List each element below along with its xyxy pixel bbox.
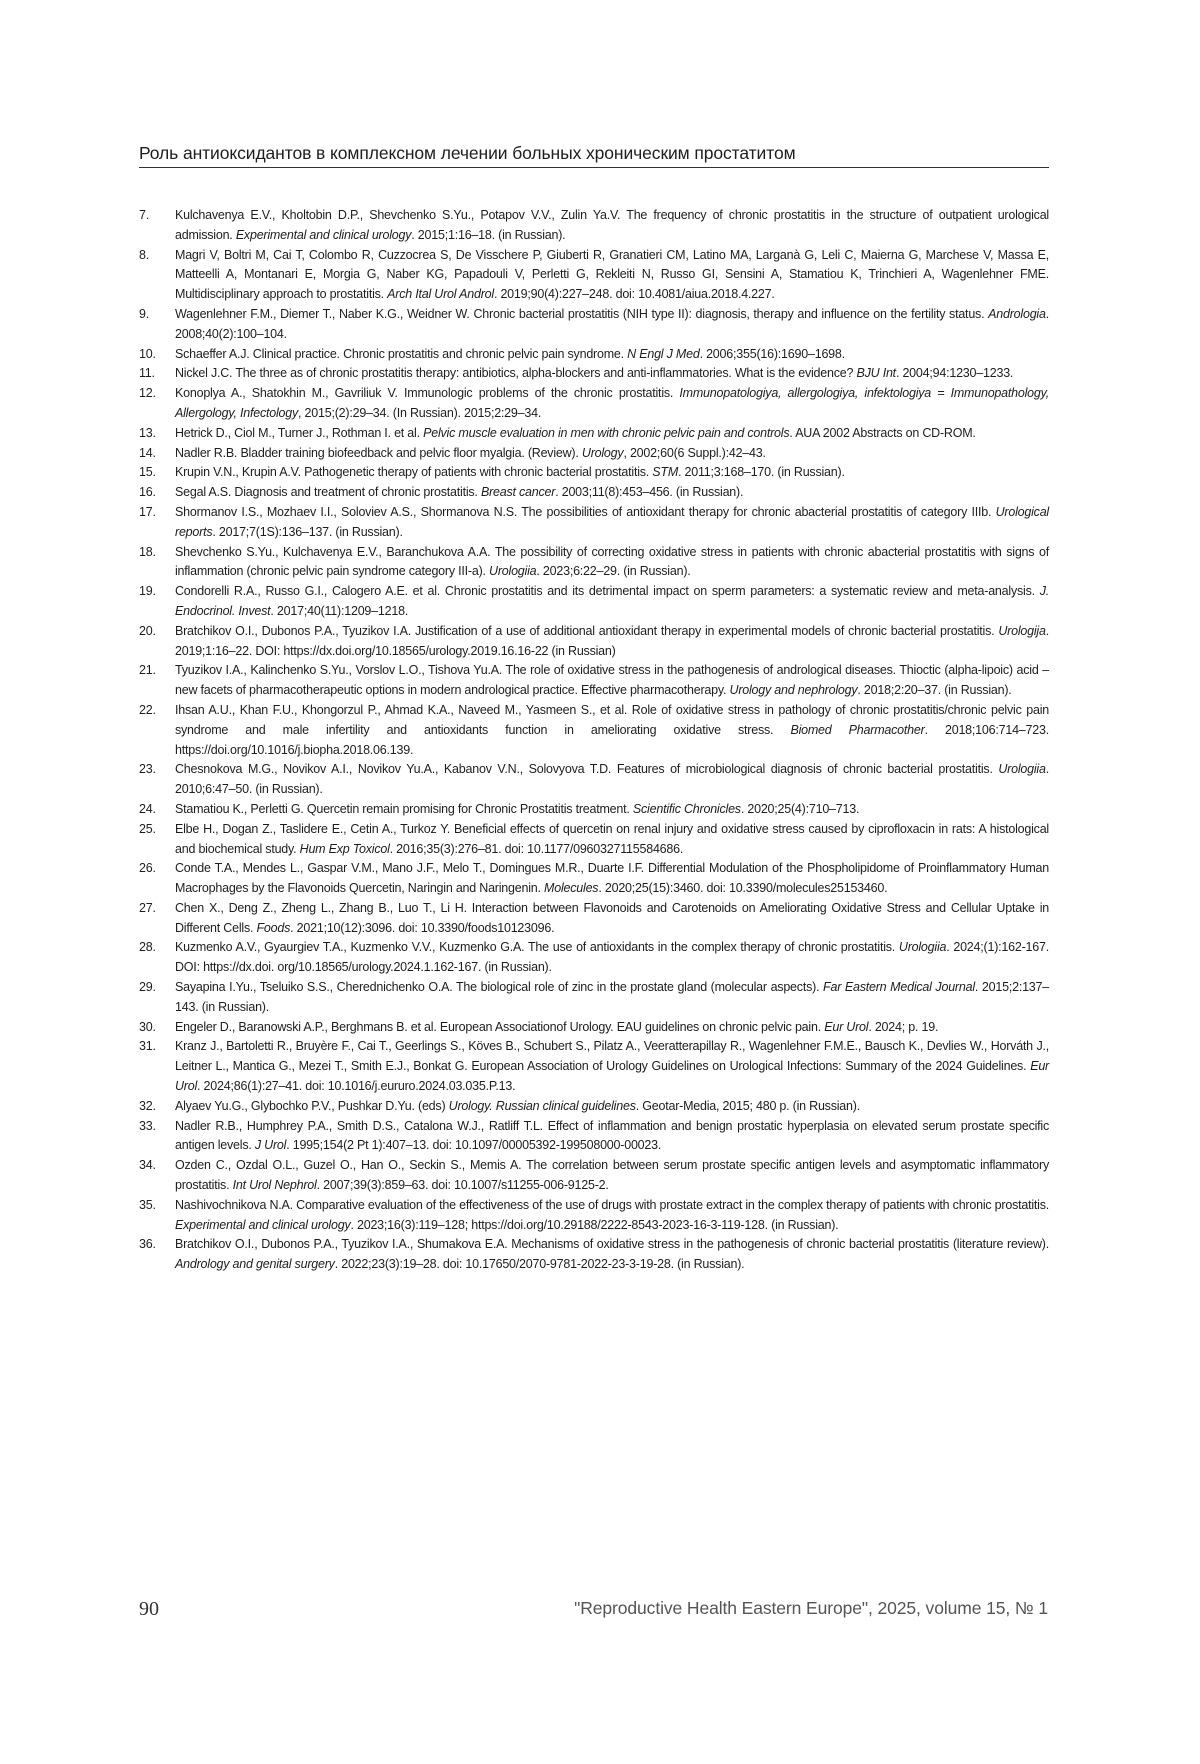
reference-source-title: Breast cancer: [480, 485, 556, 500]
reference-segment: . 2018;2:20–37. (in Russian).: [857, 683, 1012, 698]
reference-source-title: Eur Urol: [824, 1019, 869, 1034]
reference-item: [139, 1037, 1049, 1096]
reference-segment: Nadler R.B., Humphrey P.A., Smith D.S., Catalona W.J., Ratliff T.L. Effect of inflammation and benign prostatic hyperplasia on elevated serum prostate specific antigen levels.: [175, 1118, 1049, 1153]
reference-item: [139, 305, 1049, 345]
reference-text: [175, 1117, 1049, 1157]
reference-item: [139, 246, 1049, 305]
reference-source-title: J Urol: [254, 1138, 287, 1153]
reference-source-title: BJU Int: [856, 366, 896, 381]
reference-text: [175, 820, 1049, 860]
reference-text: [175, 206, 1049, 246]
reference-source-title: Eur Urol: [175, 1059, 1049, 1094]
reference-number: 31.: [139, 1039, 156, 1054]
reference-segment: Bratchikov O.I., Dubonos P.A., Tyuzikov I.A. Justification of a use of additional antioxidant therapy in experimental models of chronic bacterial prostatitis.: [175, 623, 999, 638]
reference-item: [139, 483, 1049, 503]
reference-number: 30.: [139, 1019, 156, 1034]
reference-number: 26.: [139, 861, 156, 876]
reference-number: 18.: [139, 544, 156, 559]
reference-source-title: Urologija: [998, 623, 1046, 638]
reference-source-title: Experimental and clinical urology: [175, 1217, 351, 1232]
reference-item: [139, 345, 1049, 365]
reference-number: 28.: [139, 940, 156, 955]
reference-segment: Wagenlehner F.M., Diemer T., Naber K.G., Weidner W. Chronic bacterial prostatitis (NIH type II): diagnosis, therapy and influence on the fertility status.: [175, 306, 989, 321]
reference-segment: Chesnokova M.G., Novikov A.I., Novikov Yu.A., Kabanov V.N., Solovyova T.D. Features of microbiological diagnosis of chronic bacterial prostatitis.: [175, 762, 999, 777]
reference-number: 15.: [139, 465, 156, 480]
reference-item: [139, 1196, 1049, 1236]
reference-source-title: Andrology and genital surgery: [175, 1257, 335, 1272]
reference-number: 13.: [139, 425, 156, 440]
reference-text: [175, 800, 1049, 820]
journal-footer: "Reproductive Health Eastern Europe", 2025, volume 15, № 1: [574, 1598, 1048, 1618]
reference-item: [139, 206, 1049, 246]
reference-item: [139, 661, 1049, 701]
reference-number: 21.: [139, 663, 156, 678]
reference-text: [175, 701, 1049, 760]
reference-item: [139, 820, 1049, 860]
reference-segment: Stamatiou K., Perletti G. Quercetin remain promising for Chronic Prostatitis treatment.: [175, 801, 633, 816]
reference-text: [175, 938, 1049, 978]
reference-segment: Shormanov I.S., Mozhaev I.I., Soloviev A.S., Shormanova N.S. The possibilities of antioxidant therapy for chronic abacterial prostatitis of category IIIb.: [175, 504, 996, 519]
reference-segment: Nashivochnikova N.A. Comparative evaluation of the effectiveness of the use of drugs with prostate extract in the complex therapy of patients with chronic prostatitis.: [175, 1197, 1049, 1212]
reference-segment: Condorelli R.A., Russo G.I., Calogero A.E. et al. Chronic prostatitis and its detrimental impact on sperm parameters: a systematic review and meta-analysis.: [175, 584, 1040, 599]
reference-text: [175, 859, 1049, 899]
reference-source-title: Urologiia: [998, 762, 1046, 777]
reference-number: 19.: [139, 584, 156, 599]
reference-source-title: Experimental and clinical urology: [235, 227, 412, 242]
reference-text: [175, 246, 1049, 305]
reference-segment: , 2002;60(6 Suppl.):42–43.: [623, 445, 766, 460]
reference-number: 34.: [139, 1158, 156, 1173]
reference-source-title: Immunopatologiya, allergologiya, infektologiya = Immunopathology, Allergology, Infectology: [175, 386, 1049, 420]
reference-segment: Elbe H., Dogan Z., Taslidere E., Cetin A., Turkoz Y. Beneficial effects of quercetin on renal injury and oxidative stress caused by ciprofloxacin in rats: A histological and biochemical study.: [175, 821, 1049, 856]
reference-segment: . 2010;6:47–50. (in Russian).: [175, 762, 1049, 797]
reference-source-title: Scientific Chronicles: [632, 801, 741, 816]
reference-text: [175, 582, 1049, 622]
reference-text: [175, 1097, 1049, 1117]
reference-item: [139, 760, 1049, 800]
reference-text: [175, 899, 1049, 939]
reference-segment: . 2015;2:137–143. (in Russian).: [175, 980, 1049, 1014]
reference-text: [175, 384, 1049, 424]
reference-segment: , 2015;(2):29–34. (In Russian). 2015;2:29–34.: [298, 405, 542, 420]
reference-item: [139, 582, 1049, 622]
reference-number: 27.: [139, 900, 156, 915]
reference-segment: . 2004;94:1230–1233.: [895, 366, 1014, 381]
reference-number: 11.: [139, 366, 155, 381]
reference-segment: Kuzmenko A.V., Gyaurgiev T.A., Kuzmenko V.V., Kuzmenko G.A. The use of antioxidants in the complex therapy of chronic prostatitis.: [175, 940, 899, 955]
reference-segment: Nickel J.C. The three as of chronic prostatitis therapy: antibiotics, alpha-blockers and anti-inflammatories. What is the evidence?: [175, 366, 857, 381]
reference-item: [139, 622, 1049, 662]
reference-number: 32.: [139, 1098, 156, 1113]
reference-number: 7.: [139, 208, 149, 222]
reference-segment: Shevchenko S.Yu., Kulchavenya E.V., Baranchukova A.A. The possibility of correcting oxidative stress in patients with chronic abacterial prostatitis with signs of inflammation (chronic pelvic pain syndrome category III-a).: [175, 544, 1049, 579]
reference-item: [139, 1117, 1049, 1157]
reference-segment: . 2019;90(4):227–248. doi: 10.4081/aiua.2018.4.227.: [493, 287, 775, 302]
reference-segment: Tyuzikov I.A., Kalinchenko S.Yu., Vorslov L.O., Tishova Yu.A. The role of oxidative stress in the pathogenesis of andrological diseases. Thioctic (alpha-lipoic) acid – new facets of pharmacotherapeutic options in modern andrological practice. Effective pharmacotherapy.: [175, 663, 1049, 698]
reference-item: [139, 424, 1049, 444]
reference-item: [139, 1097, 1049, 1117]
reference-item: [139, 503, 1049, 543]
reference-segment: . 2015;1:16–18. (in Russian).: [411, 227, 566, 242]
reference-text: [175, 483, 1049, 503]
reference-text: [175, 1018, 1049, 1038]
reference-text: [175, 1196, 1049, 1236]
reference-number: 10.: [139, 346, 156, 361]
reference-segment: Schaeffer A.J. Clinical practice. Chronic prostatitis and chronic pelvic pain syndrome.: [175, 346, 628, 361]
reference-segment: . 2021;10(12):3096. doi: 10.3390/foods10123096.: [290, 920, 555, 935]
running-header: Роль антиоксидантов в комплексном лечении больных хроническим простатитом: [139, 143, 1049, 168]
reference-text: [175, 760, 1049, 800]
reference-segment: . 2017;40(11):1209–1218.: [270, 603, 409, 618]
reference-segment: . AUA 2002 Abstracts on CD-ROM.: [789, 425, 976, 440]
reference-number: 17.: [139, 504, 156, 519]
reference-source-title: Foods: [256, 920, 291, 935]
reference-item: [139, 938, 1049, 978]
reference-item: [139, 1018, 1049, 1038]
reference-source-title: Molecules: [544, 881, 599, 896]
reference-item: [139, 859, 1049, 899]
reference-segment: . Geotar-Media, 2015; 480 p. (in Russian).: [635, 1098, 860, 1113]
reference-segment: . 2018;106:714–723. https://doi.org/10.1016/j.biopha.2018.06.139.: [175, 722, 1049, 757]
reference-text: [175, 424, 1049, 444]
reference-source-title: N Engl J Med: [627, 346, 700, 361]
reference-source-title: Urology and nephrology: [729, 683, 858, 698]
reference-segment: . 2007;39(3):859–63. doi: 10.1007/s11255-006-9125-2.: [316, 1178, 609, 1193]
reference-number: 9.: [139, 306, 149, 321]
reference-number: 29.: [139, 980, 156, 995]
reference-source-title: Urological reports: [175, 504, 1049, 539]
reference-item: [139, 978, 1049, 1018]
reference-segment: Kulchavenya E.V., Kholtobin D.P., Shevchenko S.Yu., Potapov V.V., Zulin Ya.V. The frequency of chronic prostatitis in the structure of outpatient urological admission.: [175, 208, 1049, 242]
reference-number: 33.: [139, 1118, 156, 1133]
reference-text: [175, 503, 1049, 543]
reference-text: [175, 543, 1049, 583]
reference-source-title: Hum Exp Toxicol: [299, 841, 390, 856]
reference-text: [175, 305, 1049, 345]
reference-segment: . 2017;7(1S):136–137. (in Russian).: [212, 524, 403, 539]
reference-item: [139, 800, 1049, 820]
reference-segment: Kranz J., Bartoletti R., Bruyère F., Cai T., Geerlings S., Köves B., Schubert S., Pilatz A., Veeratterapillay R., Wagenlehner F.M.E., Bausch K., Devlies W., Horváth J., Leitner L., Mantica G., Mezei T., Smith E.J., Bonkat G. European Association of Urology Guidelines on Urological Infections: Summary of the 2024 Guidelines.: [175, 1039, 1049, 1074]
reference-number: 8.: [139, 247, 149, 262]
reference-segment: . 2024;(1):162-167. DOI: https://dx.doi. org/10.18565/urology.2024.1.162-167. (in Russian).: [175, 940, 1049, 975]
reference-text: [175, 1037, 1049, 1096]
reference-source-title: Int Urol Nephrol: [232, 1178, 317, 1193]
reference-segment: . 2020;25(15):3460. doi: 10.3390/molecules25153460.: [598, 881, 888, 896]
reference-item: [139, 1235, 1049, 1275]
reference-item: [139, 384, 1049, 424]
reference-item: [139, 701, 1049, 760]
reference-text: [175, 444, 1049, 464]
reference-segment: . 2024;86(1):27–41. doi: 10.1016/j.eururo.2024.03.035.P.13.: [197, 1079, 516, 1094]
reference-segment: . 2016;35(3):276–81. doi: 10.1177/0960327115584686.: [389, 841, 684, 856]
reference-segment: Nadler R.B. Bladder training biofeedback and pelvic floor myalgia. (Review).: [175, 445, 582, 460]
reference-source-title: Urology. Russian clinical guidelines: [448, 1098, 636, 1113]
page-number: 90: [139, 1598, 159, 1620]
reference-source-title: Biomed Pharmacother: [790, 722, 925, 737]
reference-segment: Ozden C., Ozdal O.L., Guzel O., Han O., Seckin S., Memis A. The correlation between serum prostate specific antigen levels and asymptomatic inflammatory prostatitis.: [175, 1158, 1049, 1193]
reference-segment: Magri V, Boltri M, Cai T, Colombo R, Cuzzocrea S, De Visschere P, Giuberti R, Granatieri CM, Latino MA, Larganà G, Leli C, Maierna G, Marchese V, Massa E, Matteelli A, Montanari E, Morgia G, Naber KG, Papadouli V, Perletti G, Rekleiti N, Russo GI, Sensini A, Stamatiou K, Trinchieri A, Wagenlehner FME. Multidisciplinary approach to prostatitis.: [175, 247, 1049, 302]
reference-number: 36.: [139, 1237, 156, 1252]
reference-text: [175, 622, 1049, 662]
reference-text: [175, 1156, 1049, 1196]
reference-segment: . 2019;1:16–22. DOI: https://dx.doi.org/10.18565/urology.2019.16.16-22 (in Russian): [175, 623, 1049, 658]
reference-number: 25.: [139, 821, 156, 836]
reference-segment: . 2003;11(8):453–456. (in Russian).: [555, 485, 744, 500]
reference-segment: Bratchikov O.I., Dubonos P.A., Tyuzikov I.A., Shumakova E.A. Mechanisms of oxidative stress in the pathogenesis of chronic bacterial prostatitis (literature review).: [175, 1237, 1049, 1252]
reference-segment: Chen X., Deng Z., Zheng L., Zhang B., Luo T., Li H. Interaction between Flavonoids and Carotenoids on Ameliorating Oxidative Stress and Cellular Uptake in Different Cells.: [175, 900, 1049, 935]
reference-segment: . 2022;23(3):19–28. doi: 10.17650/2070-9781-2022-23-3-19-28. (in Russian).: [334, 1257, 745, 1272]
reference-item: [139, 463, 1049, 483]
reference-number: 22.: [139, 702, 156, 717]
reference-segment: Krupin V.N., Krupin A.V. Pathogenetic therapy of patients with chronic bacterial prostatitis.: [175, 465, 653, 480]
reference-source-title: Andrologia: [988, 306, 1046, 321]
reference-source-title: STM: [652, 465, 679, 480]
reference-source-title: J. Endocrinol. Invest: [175, 584, 1049, 618]
reference-number: 35.: [139, 1197, 156, 1212]
reference-number: 24.: [139, 801, 156, 816]
reference-segment: . 2008;40(2):100–104.: [175, 306, 1049, 341]
reference-segment: Alyaev Yu.G., Glybochko P.V., Pushkar D.Yu. (eds): [175, 1098, 449, 1113]
reference-list: [139, 206, 1049, 1275]
reference-source-title: Urologiia: [489, 564, 537, 579]
reference-segment: Ihsan A.U., Khan F.U., Khongorzul P., Ahmad K.A., Naveed M., Yasmeen S., et al. Role of oxidative stress in pathology of chronic prostatitis/chronic pelvic pain syndrome and male infertility and antioxidants function in ameliorating oxidative stress.: [175, 702, 1049, 737]
reference-source-title: Arch Ital Urol Androl: [387, 287, 494, 302]
reference-segment: Engeler D., Baranowski A.P., Berghmans B. et al. European Associationof Urology. EAU guidelines on chronic pelvic pain.: [175, 1019, 825, 1034]
reference-segment: Sayapina I.Yu., Tseluiko S.S., Cherednichenko O.A. The biological role of zinc in the prostate gland (molecular aspects).: [175, 980, 824, 995]
reference-item: [139, 364, 1049, 384]
reference-text: [175, 364, 1049, 384]
reference-segment: . 2020;25(4):710–713.: [740, 801, 860, 816]
reference-segment: . 2024; p. 19.: [868, 1019, 939, 1034]
reference-segment: Hetrick D., Ciol M., Turner J., Rothman I. et al.: [175, 425, 424, 440]
reference-text: [175, 345, 1049, 365]
reference-segment: . 1995;154(2 Pt 1):407–13. doi: 10.1097/00005392-199508000-00023.: [286, 1138, 662, 1153]
reference-source-title: Far Eastern Medical Journal: [823, 980, 975, 995]
reference-source-title: Pelvic muscle evaluation in men with chronic pelvic pain and controls: [423, 425, 790, 440]
reference-source-title: Urology: [581, 445, 624, 460]
reference-text: [175, 1235, 1049, 1275]
reference-segment: . 2006;355(16):1690–1698.: [699, 346, 845, 361]
reference-segment: Conde T.A., Mendes L., Gaspar V.M., Mano J.F., Melo T., Domingues M.R., Duarte I.F. Differential Modulation of the Phospholipidome of Proinflammatory Human Macrophages by the Flavonoids Quercetin, Naringin and Naringenin.: [175, 861, 1049, 896]
reference-segment: . 2011;3:168–170. (in Russian).: [678, 465, 845, 480]
reference-segment: Segal A.S. Diagnosis and treatment of chronic prostatitis.: [175, 485, 481, 500]
reference-number: 16.: [139, 485, 156, 500]
reference-item: [139, 543, 1049, 583]
reference-number: 12.: [139, 386, 156, 401]
reference-segment: . 2023;6:22–29. (in Russian).: [536, 564, 691, 579]
reference-number: 20.: [139, 623, 156, 638]
reference-item: [139, 444, 1049, 464]
reference-item: [139, 1156, 1049, 1196]
reference-item: [139, 899, 1049, 939]
reference-text: [175, 463, 1049, 483]
reference-text: [175, 978, 1049, 1018]
reference-source-title: Urologiia: [898, 940, 947, 955]
reference-text: [175, 661, 1049, 701]
reference-number: 23.: [139, 762, 156, 777]
reference-segment: . 2023;16(3):119–128; https://doi.org/10.29188/2222-8543-2023-16-3-119-128. (in Russian).: [350, 1217, 839, 1232]
reference-segment: Konoplya A., Shatokhin M., Gavriliuk V. Immunologic problems of the chronic prostatitis.: [175, 386, 680, 401]
reference-number: 14.: [139, 445, 156, 460]
